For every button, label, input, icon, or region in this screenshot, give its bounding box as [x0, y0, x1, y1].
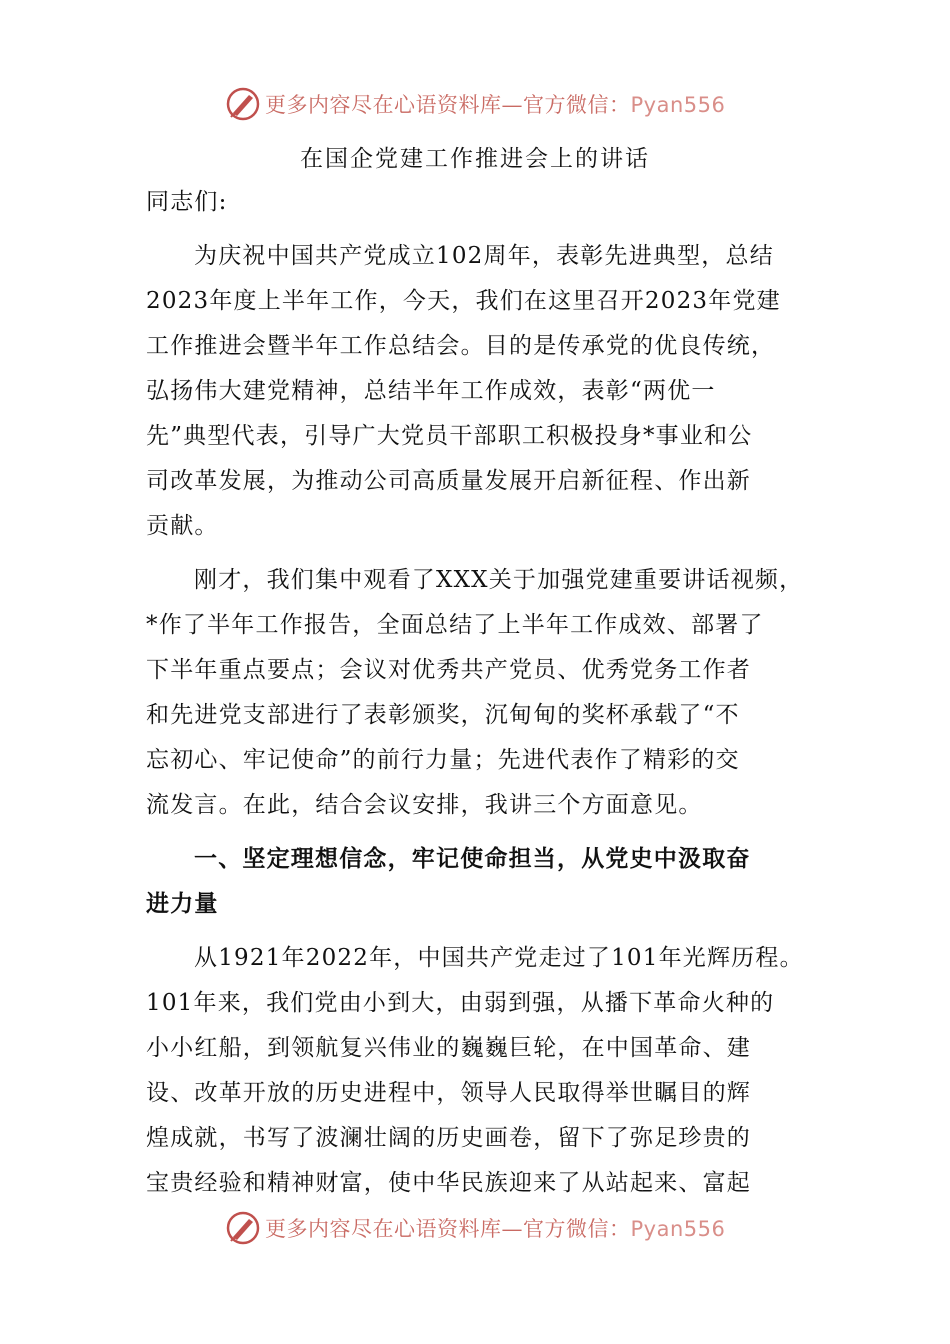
body-text-line: 煌成就，书写了波澜壮阔的历史画卷，留下了弥足珍贵的 — [146, 1125, 751, 1151]
paragraph-gap — [146, 225, 826, 234]
paragraph-gap — [146, 828, 826, 837]
pen-circle-logo-icon — [225, 86, 261, 122]
body-text-line: 流发言。在此，结合会议安排，我讲三个方面意见。 — [146, 792, 703, 818]
watermark-contact-id: Pyan556 — [630, 1217, 726, 1241]
body-text-line: 小小红船，到领航复兴伟业的巍巍巨轮，在中国革命、建 — [146, 1035, 751, 1061]
body-text-line: *作了半年工作报告，全面总结了上半年工作成效、部署了 — [146, 612, 764, 638]
watermark-contact-id: Pyan556 — [630, 93, 726, 117]
watermark-text — [265, 1213, 725, 1243]
paragraph-gap — [146, 549, 826, 558]
body-text-line: 下半年重点要点；会议对优秀共产党员、优秀党务工作者 — [146, 657, 751, 683]
paragraph-gap — [146, 927, 826, 936]
section-heading-line: 进力量 — [146, 891, 219, 917]
body-text-line: 工作推进会暨半年工作总结会。目的是传承党的优良传统， — [146, 333, 776, 359]
body-text-line: 和先进党支部进行了表彰颁奖，沉甸甸的奖杯承载了“不 — [146, 702, 740, 728]
body-text-line: 设、改革开放的历史进程中，领导人民取得举世瞩目的辉 — [146, 1080, 751, 1106]
watermark-brand: 更多内容尽在心语资料库 — [265, 93, 502, 117]
watermark-contact-label: 官方微信： — [523, 93, 631, 117]
document-body — [146, 180, 826, 1206]
body-text-line: 弘扬伟大建党精神，总结半年工作成效，表彰“两优一 — [146, 378, 716, 404]
watermark-text — [265, 89, 725, 119]
body-text-line: 从1921年2022年，中国共产党走过了101年光辉历程。 — [194, 945, 804, 971]
watermark-header — [225, 84, 745, 124]
body-text-line: 101年来，我们党由小到大，由弱到强，从播下革命火种的 — [146, 990, 775, 1016]
watermark-footer — [225, 1208, 745, 1248]
body-text-line: 刚才，我们集中观看了XXX关于加强党建重要讲话视频， — [194, 567, 804, 593]
watermark-separator: — — [501, 1217, 523, 1241]
body-text-line: 2023年度上半年工作，今天，我们在这里召开2023年党建 — [146, 288, 781, 314]
body-text-line: 同志们: — [146, 189, 228, 215]
pen-circle-logo-icon — [225, 1210, 261, 1246]
body-text-line: 先”典型代表，引导广大党员干部职工积极投身*事业和公 — [146, 423, 753, 449]
body-text-line: 忘初心、牢记使命”的前行力量；先进代表作了精彩的交 — [146, 747, 740, 773]
body-text-line: 为庆祝中国共产党成立102周年，表彰先进典型，总结 — [194, 243, 774, 269]
body-text-line: 司改革发展，为推动公司高质量发展开启新征程、作出新 — [146, 468, 751, 494]
document-title: 在国企党建工作推进会上的讲话 — [300, 146, 650, 172]
body-text-line: 宝贵经验和精神财富，使中华民族迎来了从站起来、富起 — [146, 1170, 751, 1196]
section-heading-line: 一、坚定理想信念，牢记使命担当，从党史中汲取奋 — [194, 846, 751, 872]
watermark-brand: 更多内容尽在心语资料库 — [265, 1217, 502, 1241]
body-text-line: 贡献。 — [146, 513, 219, 539]
watermark-separator: — — [501, 93, 523, 117]
watermark-contact-label: 官方微信： — [523, 1217, 631, 1241]
